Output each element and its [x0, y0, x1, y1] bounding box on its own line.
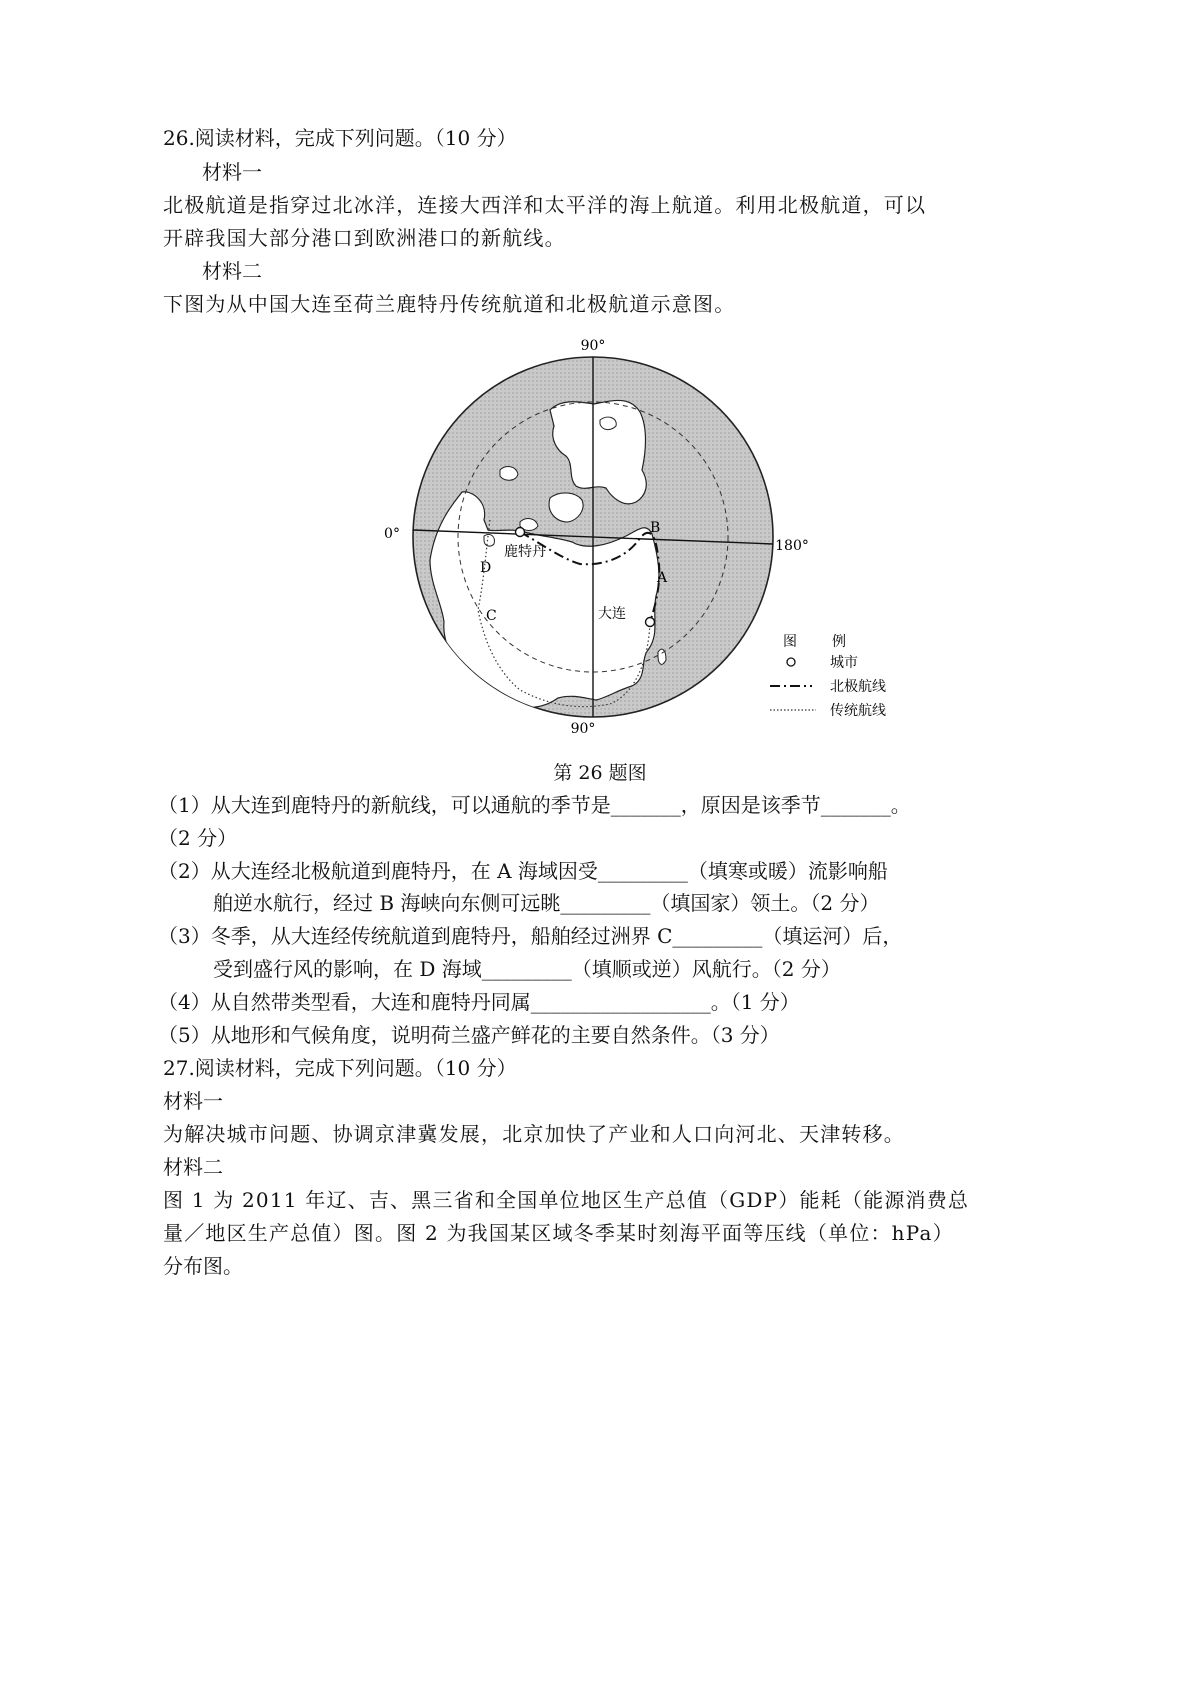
q27-material2-label: 材料二	[163, 1155, 223, 1179]
q26-title: 26.阅读材料，完成下列问题。（10 分）	[163, 126, 517, 150]
q26-sub1-line1: （1）从大连到鹿特丹的新航线，可以通航的季节是_______，原因是该季节_______。	[158, 793, 911, 817]
boundary-label-c: C	[486, 608, 497, 624]
q27-material2-line1: 图 1 为 2011 年辽、吉、黑三省和全国单位地区生产总值（GDP）能耗（能源消费总	[163, 1188, 970, 1212]
legend-traditional-label: 传统航线	[830, 703, 886, 719]
dalian-label: 大连	[598, 606, 626, 622]
figure-caption: 第 26 题图	[553, 762, 647, 784]
q26-sub2-line1: （2）从大连经北极航道到鹿特丹，在 A 海域因受_________（填寒或暖）流影响船	[158, 859, 888, 883]
sea-label-a: A	[657, 570, 668, 586]
q27-material1-label: 材料一	[163, 1089, 223, 1113]
q26-material1-line2: 开辟我国大部分港口到欧洲港口的新航线。	[163, 226, 566, 250]
arctic-route-map	[384, 338, 920, 810]
q26-sub3-line2: 受到盛行风的影响，在 D 海域_________（填顺或逆）风航行。（2 分）	[213, 957, 841, 981]
q26-material1-label: 材料一	[202, 160, 262, 184]
rotterdam-label: 鹿特丹	[504, 544, 546, 560]
q26-sub5: （5）从地形和气候角度，说明荷兰盛产鲜花的主要自然条件。（3 分）	[158, 1023, 780, 1047]
sea-label-d: D	[480, 560, 492, 576]
strait-label-b: B	[650, 520, 661, 536]
q26-material2-label: 材料二	[202, 259, 262, 283]
q27-material2-line3: 分布图。	[163, 1254, 243, 1278]
legend-arctic-label: 北极航线	[830, 679, 886, 695]
lon-label-right: 180°	[775, 538, 809, 554]
q27-title: 27.阅读材料，完成下列问题。（10 分）	[163, 1056, 517, 1080]
lon-label-bottom: 90°	[570, 721, 596, 737]
britain-island	[484, 534, 494, 546]
rotterdam-marker	[516, 528, 525, 537]
dalian-marker	[646, 618, 655, 627]
legend-title-1: 图	[783, 634, 797, 650]
q27-material1-line1: 为解决城市问题、协调京津冀发展，北京加快了产业和人口向河北、天津转移。	[163, 1122, 905, 1146]
q26-material1-line1: 北极航道是指穿过北冰洋，连接大西洋和太平洋的海上航道。利用北极航道，可以	[163, 193, 927, 217]
legend-city-symbol	[787, 658, 795, 666]
arctic-island-1	[500, 467, 518, 481]
lon-label-top: 90°	[580, 338, 606, 354]
map-legend	[770, 634, 886, 719]
arctic-island-3	[600, 417, 616, 430]
q26-sub4: （4）从自然带类型看，大连和鹿特丹同属__________________。（1 分）	[158, 990, 800, 1014]
legend-title-2: 例	[832, 634, 846, 650]
q26-sub2-line2: 舶逆水航行，经过 B 海峡向东侧可远眺_________（填国家）领土。（2 分）	[213, 891, 880, 915]
q26-sub3-line1: （3）冬季，从大连经传统航道到鹿特丹，船舶经过洲界 C_________（填运河）后，	[158, 924, 903, 948]
lon-label-left: 0°	[384, 526, 400, 542]
q26-material2-line1: 下图为从中国大连至荷兰鹿特丹传统航道和北极航道示意图。	[163, 292, 736, 316]
q26-sub1-line2: （2 分）	[158, 826, 238, 850]
q27-material2-line2: 量／地区生产总值）图。图 2 为我国某区域冬季某时刻海平面等压线（单位：hPa）	[163, 1221, 954, 1245]
legend-city-label: 城市	[830, 655, 858, 671]
